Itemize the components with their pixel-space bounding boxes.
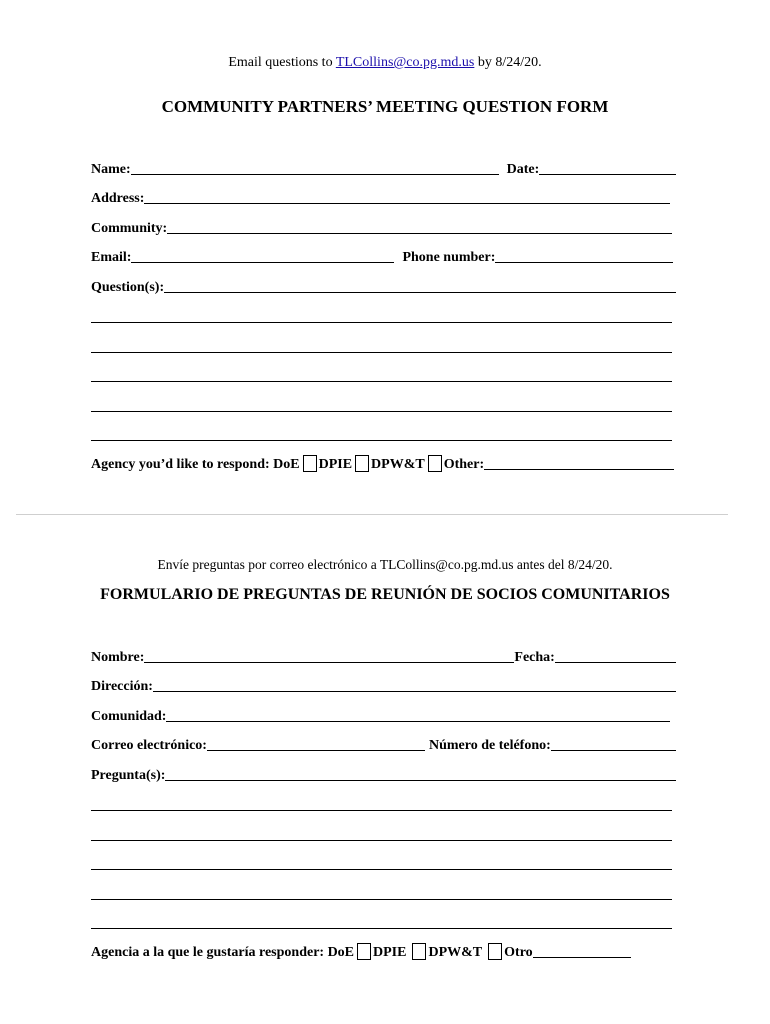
email-instructions [0,55,770,71]
comunidad-label: Comunidad: [91,709,167,724]
preguntas-row [91,764,676,784]
section-divider [16,514,728,515]
dpie-label: DPIE [373,945,407,960]
comunidad-row [91,705,676,725]
form-title: COMMUNITY PARTNERS’ MEETING QUESTION FORM [161,97,609,116]
direccion-label: Dirección: [91,679,153,694]
address-field[interactable] [144,203,670,204]
other-field[interactable] [484,469,674,470]
other-label: Other: [443,457,485,472]
agency-row [91,453,676,473]
correo-telefono-row [91,734,676,754]
community-field[interactable] [167,233,672,234]
email-label: Email: [91,250,132,265]
community-row [91,217,676,237]
phone-field[interactable] [495,262,673,263]
dpwt-checkbox[interactable] [412,943,426,960]
pregunta-field[interactable] [165,780,676,781]
email-prefix: Email questions to [228,55,336,70]
email-suffix: by 8/24/20. [474,55,542,70]
spanish-form-title: FORMULARIO DE PREGUNTAS DE REUNIÓN DE SOCIOS COMUNITARIOS [100,586,670,603]
question-line[interactable] [91,322,672,323]
questions-label: Question(s): [91,280,165,295]
agencia-label: Agencia a la que le gustaría responder: DoE [91,945,355,960]
dpwt-label: DPW&T [428,945,483,960]
spanish-email-instructions: Envíe preguntas por correo electrónico a TLCollins@co.pg.md.us antes del 8/24/20. [157,557,613,572]
pregunta-line[interactable] [91,869,672,870]
agencia-row [91,941,676,961]
fecha-field[interactable] [555,662,676,663]
other-checkbox[interactable] [428,455,442,472]
otro-checkbox[interactable] [488,943,502,960]
telefono-field[interactable] [551,750,676,751]
pregunta-line[interactable] [91,899,672,900]
name-date-row [91,158,676,178]
questions-row [91,276,676,296]
dpie-checkbox[interactable] [303,455,317,472]
direccion-row [91,675,676,695]
dpwt-checkbox[interactable] [355,455,369,472]
nombre-label: Nombre: [91,650,145,665]
email-link[interactable]: TLCollins@co.pg.md.us [335,55,475,70]
email-phone-row [91,246,676,266]
otro-label: Otro [504,945,533,960]
otro-field[interactable] [533,957,631,958]
address-row [91,187,676,207]
correo-label: Correo electrónico: [91,738,207,753]
address-label: Address: [91,191,145,206]
community-label: Community: [91,221,168,236]
direccion-field[interactable] [153,691,676,692]
email-field[interactable] [131,262,394,263]
agency-label: Agency you’d like to respond: DoE [91,457,300,472]
pregunta-line[interactable] [91,840,672,841]
fecha-label: Fecha: [514,650,555,665]
name-label: Name: [91,162,131,177]
nombre-fecha-row [91,646,676,666]
question-line[interactable] [91,411,672,412]
question-line[interactable] [91,440,672,441]
question-line[interactable] [91,352,672,353]
name-field[interactable] [131,174,499,175]
nombre-field[interactable] [144,662,514,663]
preguntas-label: Pregunta(s): [91,768,166,783]
pregunta-line[interactable] [91,810,672,811]
comunidad-field[interactable] [166,721,670,722]
dpie-checkbox[interactable] [357,943,371,960]
correo-field[interactable] [207,750,425,751]
dpie-label: DPIE [318,457,353,472]
date-label: Date: [506,162,540,177]
question-line[interactable] [91,381,672,382]
phone-label: Phone number: [402,250,496,265]
telefono-label: Número de teléfono: [428,738,551,753]
question-field[interactable] [164,292,676,293]
pregunta-line[interactable] [91,928,672,929]
dpwt-label: DPW&T [371,457,425,472]
date-field[interactable] [539,174,676,175]
